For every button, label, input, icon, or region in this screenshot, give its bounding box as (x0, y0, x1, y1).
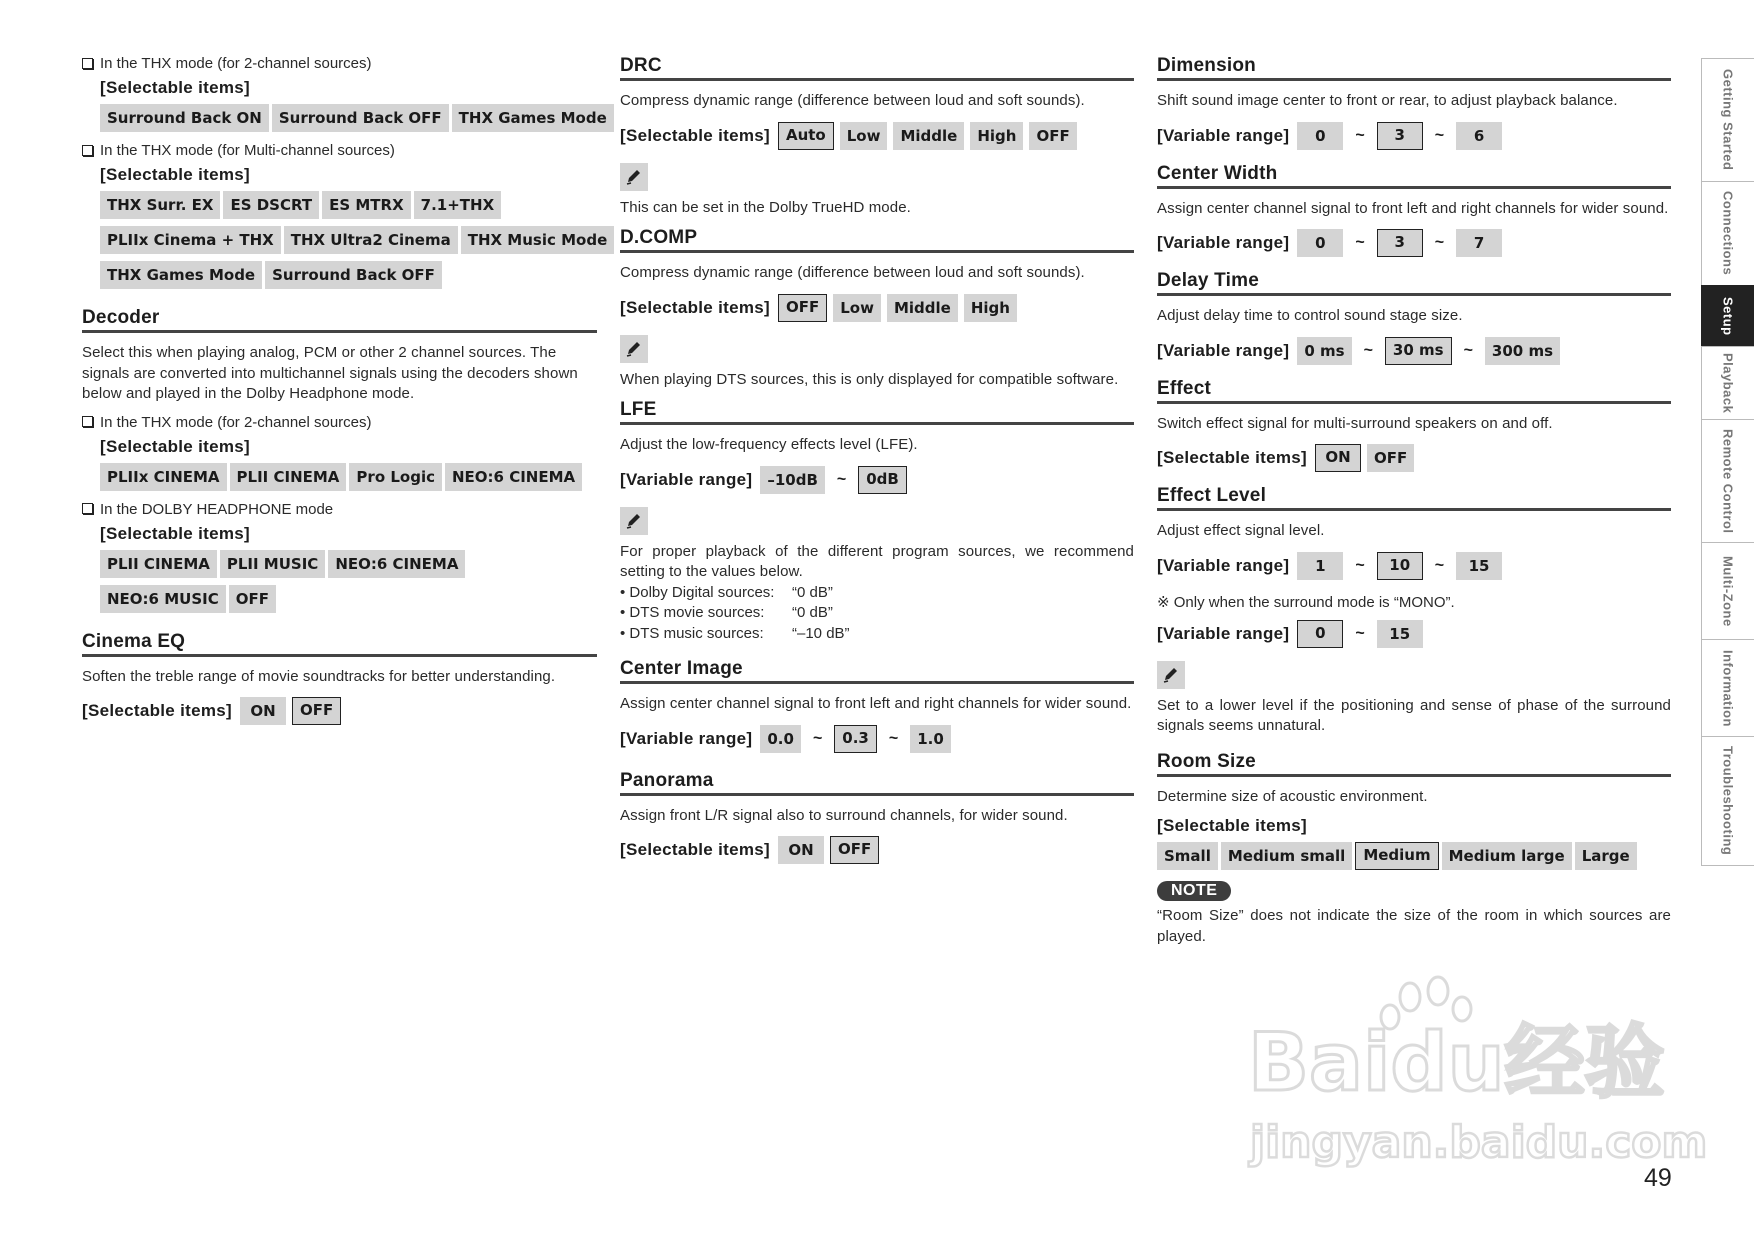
option-chip: NEO:6 MUSIC (100, 585, 226, 613)
option-chip: THX Games Mode (452, 104, 614, 132)
option-chip: PLIIx CINEMA (100, 463, 227, 491)
tilde-separator: ~ (1434, 556, 1445, 574)
range-default-chip: 3 (1377, 229, 1423, 257)
middle-column (620, 55, 1134, 877)
section-title: Effect Level (1157, 485, 1671, 511)
option-chip: Low (840, 122, 888, 150)
option-chip: PLII CINEMA (230, 463, 347, 491)
option-chip: THX Games Mode (100, 261, 262, 289)
option-chip: OFF (1367, 444, 1414, 472)
tab-troubleshooting[interactable]: Troubleshooting (1701, 736, 1754, 866)
pencil-note-icon (620, 507, 648, 535)
left-column (82, 55, 608, 738)
checkbox-bullet-icon (82, 58, 93, 69)
section-description: Assign center channel signal to front left and right channels for wider sound. (1157, 199, 1669, 217)
selectable-items-label: [Selectable items] (100, 78, 250, 97)
thx-2ch-options (100, 104, 607, 134)
effect-level-range (1157, 551, 1671, 581)
tab-remote-control[interactable]: Remote Control (1701, 419, 1754, 543)
lfe-section (620, 399, 1134, 644)
option-chip: NEO:6 CINEMA (445, 463, 582, 491)
option-chip: Medium large (1442, 842, 1572, 870)
option-chip: High (970, 122, 1023, 150)
effect-level-mono-range (1157, 619, 1671, 649)
section-description: Soften the treble range of movie soundtracks for better understanding. (82, 667, 556, 685)
note-text: This can be set in the Dolby TrueHD mode. (620, 198, 911, 216)
range-default-chip: 0dB (858, 466, 907, 494)
option-chip: Surround Back OFF (272, 104, 449, 132)
lfe-range (620, 465, 1134, 495)
option-chip: PLIIx Cinema + THX (100, 226, 281, 254)
section-title: LFE (620, 399, 1134, 425)
cinema-eq-section (82, 631, 597, 727)
option-chip: NEO:6 CINEMA (328, 550, 465, 578)
center-image-range (620, 724, 1134, 754)
option-chip: THX Music Mode (461, 226, 615, 254)
option-chip: 7.1+THX (414, 191, 502, 219)
range-max-chip: 300 ms (1485, 337, 1560, 365)
option-chip-selected: OFF (292, 697, 341, 725)
note-text: When playing DTS sources, this is only displayed for compatible software. (620, 370, 1119, 388)
checkbox-bullet-icon (82, 416, 93, 427)
range-max-chip: 7 (1456, 229, 1502, 257)
option-chip: ES DSCRT (223, 191, 319, 219)
tab-information[interactable]: Information (1701, 639, 1754, 737)
decoder-thx-options (100, 463, 597, 493)
section-title: Decoder (82, 307, 597, 333)
watermark-line1: Baidu经验 (1248, 1016, 1665, 1109)
option-chip: PLII MUSIC (220, 550, 325, 578)
section-description: Adjust the low-frequency effects level (LFE). (620, 436, 918, 453)
section-description: Switch effect signal for multi-surround speakers on and off. (1157, 414, 1553, 432)
option-chip: THX Surr. EX (100, 191, 220, 219)
panorama-options (620, 835, 1134, 865)
tilde-separator: ~ (1434, 126, 1445, 144)
tab-connections[interactable]: Connections (1701, 181, 1754, 286)
checkbox-bullet-icon (82, 503, 93, 514)
section-description: Shift sound image center to front or rear, to adjust playback balance. (1157, 92, 1618, 109)
dcomp-options (620, 293, 1134, 323)
tab-setup[interactable]: Setup (1701, 285, 1754, 347)
range-default-chip: 3 (1377, 122, 1423, 150)
range-default-chip: 0 (1297, 620, 1343, 648)
effect-level-section (1157, 485, 1671, 737)
thx-2ch-heading: In the THX mode (for 2-channel sources) (82, 414, 597, 431)
section-title: Room Size (1157, 751, 1671, 777)
range-min-chip: 0 (1297, 122, 1343, 150)
tilde-separator: ~ (1355, 234, 1365, 251)
variable-range-label: [Variable range] (1157, 555, 1290, 575)
selectable-items-label: [Selectable items] (100, 523, 250, 543)
option-chip: ON (240, 697, 286, 725)
option-chip: Middle (893, 122, 964, 150)
option-chip: High (964, 294, 1017, 322)
decoder-section (82, 307, 597, 615)
pencil-note-icon (1157, 661, 1185, 689)
selectable-items-label: [Selectable items] (82, 701, 232, 720)
drc-options (620, 121, 1134, 151)
room-size-section (1157, 751, 1671, 948)
delay-time-section (1157, 270, 1671, 366)
thx-multi-options (100, 191, 608, 291)
variable-range-label: [Variable range] (620, 728, 753, 748)
delay-time-range (1157, 336, 1671, 366)
section-description: Adjust delay time to control sound stage size. (1157, 307, 1463, 324)
section-description: Select this when playing analog, PCM or other 2 channel sources. The signals are converted into multichannel signals using the decoders shown below and played in the Dolby Headphone mode. (82, 344, 578, 402)
page-number: 49 (1644, 1164, 1672, 1192)
right-column (1157, 55, 1671, 956)
pencil-note-icon (620, 335, 648, 363)
baidu-watermark-logo (1240, 975, 1708, 1175)
option-chip: THX Ultra2 Cinema (284, 226, 458, 254)
option-chip: OFF (1029, 122, 1076, 150)
section-description: Determine size of acoustic environment. (1157, 787, 1428, 805)
range-max-chip: 15 (1456, 552, 1502, 580)
option-chip: OFF (229, 585, 276, 613)
range-min-chip: 1 (1297, 552, 1343, 580)
option-chip: Small (1157, 842, 1218, 870)
dcomp-section (620, 227, 1134, 390)
section-description: Adjust effect signal level. (1157, 522, 1325, 539)
selectable-items-label: [Selectable items] (100, 436, 250, 456)
range-min-chip: –10dB (760, 466, 825, 494)
section-title: D.COMP (620, 227, 1134, 253)
section-title: Delay Time (1157, 270, 1671, 296)
option-chip: Pro Logic (349, 463, 442, 491)
option-chip: ON (778, 836, 824, 864)
tilde-separator: ~ (1355, 126, 1365, 144)
note-text: For proper playback of the different program sources, we recommend setting to the values below. (620, 542, 1134, 580)
option-chip: Surround Back ON (100, 104, 269, 132)
range-default-chip: 0.3 (834, 725, 877, 753)
selectable-items-label: [Selectable items] (620, 297, 770, 317)
chapter-tabs (1701, 58, 1754, 865)
tilde-separator: ~ (836, 470, 847, 488)
dolby-headphone-options (100, 550, 597, 615)
panorama-section (620, 770, 1134, 866)
selectable-items-label: [Selectable items] (620, 840, 770, 859)
center-width-range (1157, 228, 1671, 258)
selectable-items-label: [Selectable items] (1157, 816, 1307, 835)
thx-2ch-heading: In the THX mode (for 2-channel sources) (82, 55, 597, 72)
tab-getting-started[interactable]: Getting Started (1701, 58, 1754, 182)
note-text: “Room Size” does not indicate the size of the room in which sources are played. (1157, 907, 1671, 945)
option-chip: Low (833, 294, 881, 322)
option-chip: Surround Back OFF (265, 261, 442, 289)
recommendation-item: • Dolby Digital sources: “0 dB” (620, 583, 833, 601)
pencil-note-icon (620, 163, 648, 191)
tilde-separator: ~ (1434, 234, 1445, 251)
effect-section (1157, 378, 1671, 474)
center-width-section (1157, 163, 1671, 259)
tilde-separator: ~ (888, 729, 899, 747)
recommendation-item: • DTS movie sources: “0 dB” (620, 604, 833, 621)
selectable-items-label: [Selectable items] (100, 165, 250, 184)
selectable-items-label: [Selectable items] (1157, 448, 1307, 467)
section-title: Center Width (1157, 163, 1671, 189)
tilde-separator: ~ (1463, 341, 1473, 359)
option-chip-selected: Medium (1355, 842, 1438, 870)
range-max-chip: 15 (1377, 620, 1423, 648)
range-min-chip: 0.0 (760, 725, 801, 753)
thx-multi-heading: In the THX mode (for Multi-channel sources) (82, 142, 597, 159)
effect-options (1157, 443, 1671, 473)
option-chip: Medium small (1221, 842, 1352, 870)
option-chip: Large (1575, 842, 1637, 870)
note-badge: NOTE (1157, 881, 1231, 901)
variable-range-label: [Variable range] (1157, 623, 1290, 643)
section-description: Compress dynamic range (difference between loud and soft sounds). (620, 264, 1085, 281)
section-description: Compress dynamic range (difference between loud and soft sounds). (620, 92, 1085, 109)
section-title: Center Image (620, 658, 1134, 684)
tab-multi-zone[interactable]: Multi-Zone (1701, 542, 1754, 640)
dimension-range (1157, 121, 1671, 151)
dimension-section (1157, 55, 1671, 151)
section-title: Dimension (1157, 55, 1671, 81)
range-default-chip: 30 ms (1385, 337, 1452, 365)
range-default-chip: 10 (1377, 552, 1423, 580)
tilde-separator: ~ (1355, 556, 1365, 574)
tilde-separator: ~ (1355, 624, 1365, 642)
center-image-section (620, 658, 1134, 754)
section-title: Effect (1157, 378, 1671, 404)
variable-range-label: [Variable range] (620, 469, 753, 489)
selectable-items-label: [Selectable items] (620, 125, 770, 145)
variable-range-label: [Variable range] (1157, 233, 1290, 252)
section-title: Cinema EQ (82, 631, 597, 657)
cinema-eq-options (82, 696, 597, 726)
mono-condition-note: ※ Only when the surround mode is “MONO”. (1157, 593, 1455, 611)
option-chip-selected: OFF (830, 836, 879, 864)
range-max-chip: 6 (1456, 122, 1502, 150)
option-chip-selected: Auto (778, 122, 834, 150)
option-chip-selected: OFF (778, 294, 827, 322)
range-min-chip: 0 ms (1297, 337, 1351, 365)
section-description: Assign center channel signal to front left and right channels for wider sound. (620, 695, 1132, 712)
option-chip: Middle (887, 294, 958, 322)
watermark-line2: jingyan.baidu.com (1250, 1117, 1708, 1168)
section-title: DRC (620, 55, 1134, 81)
option-chip: ES MTRX (322, 191, 411, 219)
note-text: Set to a lower level if the positioning and sense of phase of the surround signals seems unnatural. (1157, 696, 1671, 734)
checkbox-bullet-icon (82, 145, 93, 156)
room-size-options (1157, 842, 1671, 872)
range-max-chip: 1.0 (910, 725, 951, 753)
recommendation-item: • DTS music sources: “–10 dB” (620, 624, 850, 642)
option-chip: PLII CINEMA (100, 550, 217, 578)
variable-range-label: [Variable range] (1157, 340, 1290, 360)
option-chip-selected: ON (1315, 444, 1361, 472)
tilde-separator: ~ (812, 729, 823, 747)
tab-playback[interactable]: Playback (1701, 346, 1754, 420)
range-min-chip: 0 (1297, 229, 1343, 257)
drc-section (620, 55, 1134, 218)
dolby-headphone-heading: In the DOLBY HEADPHONE mode (82, 501, 597, 518)
section-title: Panorama (620, 770, 1134, 796)
variable-range-label: [Variable range] (1157, 125, 1290, 145)
tilde-separator: ~ (1363, 341, 1373, 359)
section-description: Assign front L/R signal also to surround channels, for wider sound. (620, 806, 1068, 824)
